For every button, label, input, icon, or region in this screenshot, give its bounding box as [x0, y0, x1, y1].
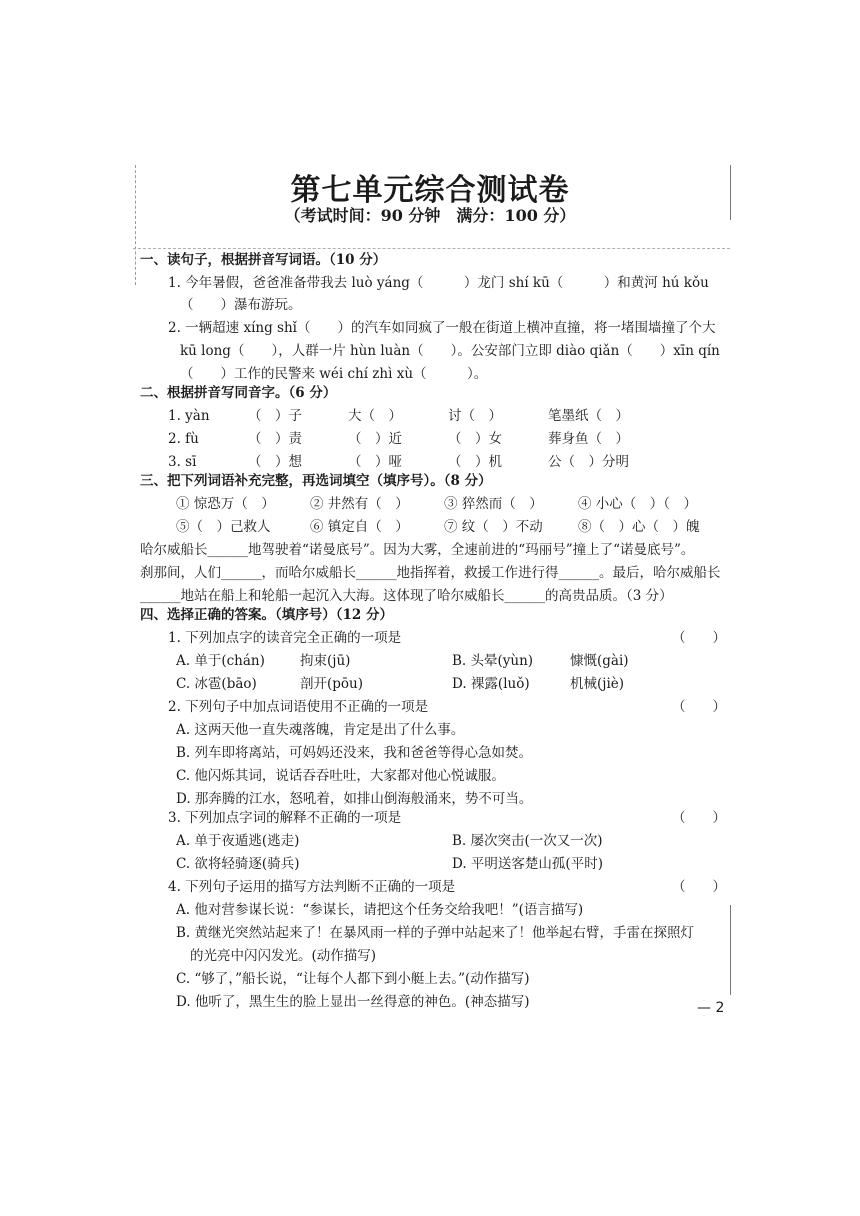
- q4-option: C. “够了，”船长说，“让每个人都下到小艇上去。”(动作描写): [176, 971, 530, 987]
- right-border-line-lower: [730, 905, 731, 995]
- q2-option: D. 那奔腾的江水，怒吼着，如排山倒海般涌来，势不可当。: [176, 791, 533, 807]
- section-1-heading: 一、读句子，根据拼音写词语。（10 分）: [140, 252, 387, 268]
- q3-answer-paren: （ ）: [672, 810, 726, 826]
- q2-answer-paren: （ ）: [672, 699, 726, 715]
- s3-word: ① 惊恐万（ ）: [176, 496, 275, 512]
- q1-answer-paren: （ ）: [672, 630, 726, 646]
- s2-row-3-label: 3. sī: [168, 454, 197, 470]
- s1-line-5: （ ）工作的民警来 wéi chí zhì xù（ ）。: [180, 366, 488, 382]
- s1-line-2: （ ）瀑布游玩。: [180, 297, 302, 313]
- q1-option: A. 单于(chán): [176, 653, 265, 669]
- section-4-heading: 四、选择正确的答案。（填序号）（12 分）: [140, 607, 393, 623]
- s2-row-3-item: （ ）哑: [348, 454, 402, 470]
- q2-option: A. 这两天他一直失魂落魄，肯定是出了什么事。: [176, 722, 465, 738]
- q1-option: C. 冰雹(bāo): [176, 676, 257, 692]
- q1-option: 拘束(jū): [300, 653, 351, 669]
- s2-row-1-item: 笔墨纸（ ）: [548, 408, 629, 424]
- section-2-heading: 二、根据拼音写同音字。（6 分）: [140, 385, 337, 401]
- s1-line-1: 1. 今年暑假，爸爸准备带我去 luò yáng（ ）龙门 shí kū（ ）和黄河 hú kǒu: [168, 275, 709, 291]
- q4-answer-paren: （ ）: [672, 879, 726, 895]
- q1-option: 剖开(pōu): [300, 676, 363, 692]
- s2-row-3-item: 公（ ）分明: [548, 454, 629, 470]
- s2-row-3-item: （ ）想: [248, 454, 302, 470]
- s3-word: ⑦ 纹（ ）不动: [444, 519, 543, 535]
- q3-stem: 3. 下列加点字词的解释不正确的一项是: [168, 810, 402, 826]
- s3-passage-line-1: 哈尔威船长______地驾驶着“诺曼底号”。因为大雾，全速前进的“玛丽号”撞上了“诺曼底号”。: [140, 542, 695, 558]
- q1-option: D. 裸露(luǒ): [452, 676, 530, 692]
- q3-option: C. 欲将轻骑逐(骑兵): [176, 856, 300, 872]
- s3-word: ⑧（ ）心（ ）魄: [578, 519, 700, 535]
- q4-option: D. 他听了，黑生生的脸上显出一丝得意的神色。(神态描写): [176, 994, 530, 1010]
- s2-row-2-item: （ ）女: [448, 431, 502, 447]
- q2-option: C. 他闪烁其词，说话吞吞吐吐，大家都对他心悦诚服。: [176, 768, 505, 784]
- q3-option: D. 平明送客楚山孤(平时): [452, 856, 603, 872]
- q4-option: B. 黄继光突然站起来了！在暴风雨一样的子弹中站起来了！他举起右臂，手雷在探照灯: [176, 925, 695, 941]
- s2-row-2-label: 2. fù: [168, 431, 199, 447]
- s1-line-4: kū long（ ），人群一片 hùn luàn（ ）。公安部门立即 diào qiǎn（ ）xīn qín: [180, 343, 720, 359]
- s2-row-3-item: （ ）机: [448, 454, 502, 470]
- s2-row-2-item: （ ）责: [248, 431, 302, 447]
- s3-word: ② 井然有（ ）: [310, 496, 409, 512]
- s2-row-1-item: 讨（ ）: [448, 408, 502, 424]
- s3-word: ⑥ 镇定自（ ）: [310, 519, 409, 535]
- q1-option: B. 头晕(yùn): [452, 653, 534, 669]
- s3-passage-line-3: ______地站在船上和轮船一起沉入大海。这体现了哈尔威船长______的高贵品质。（3 分）: [140, 588, 673, 604]
- s1-line-3: 2. 一辆超速 xíng shǐ（ ）的汽车如同疯了一般在街道上横冲直撞，将一堵围墙撞了个大: [168, 320, 716, 336]
- q2-stem: 2. 下列句子中加点词语使用不正确的一项是: [168, 699, 429, 715]
- q2-option: B. 列车即将离站，可妈妈还没来，我和爸爸等得心急如焚。: [176, 745, 533, 761]
- q4-option-cont: 的光亮中闪闪发光。(动作描写): [190, 948, 377, 964]
- q1-option: 机械(jiè): [570, 676, 625, 692]
- q1-option: 慷慨(gài): [570, 653, 629, 669]
- s3-passage-line-2: 刹那间，人们______，而哈尔威船长______地指挥着，救援工作进行得______。最后，哈尔威船长: [140, 565, 721, 581]
- page-number: — 2: [697, 1000, 725, 1016]
- exam-info: （考试时间：90 分钟 满分：100 分）: [284, 206, 576, 225]
- q4-stem: 4. 下列句子运用的描写方法判断不正确的一项是: [168, 879, 456, 895]
- section-3-heading: 三、把下列词语补充完整，再选词填空（填序号）。（8 分）: [140, 473, 492, 489]
- header-divider: [133, 248, 730, 249]
- page-title: 第七单元综合测试卷: [290, 173, 570, 208]
- s2-row-1-item: （ ）子: [248, 408, 302, 424]
- s3-word: ⑤（ ）己救人: [176, 519, 271, 535]
- s2-row-2-item: （ ）近: [348, 431, 402, 447]
- s3-word: ④ 小心（ ）（ ）: [578, 496, 698, 512]
- s3-word: ③ 猝然而（ ）: [444, 496, 543, 512]
- q4-option: A. 他对营参谋长说：“参谋长，请把这个任务交给我吧！”(语言描写): [176, 902, 584, 918]
- q3-option: A. 单于夜遁逃(逃走): [176, 833, 300, 849]
- s2-row-2-item: 葬身鱼（ ）: [548, 431, 629, 447]
- q1-stem: 1. 下列加点字的读音完全正确的一项是: [168, 630, 402, 646]
- s2-row-1-label: 1. yàn: [168, 408, 210, 424]
- s2-row-1-item: 大（ ）: [348, 408, 402, 424]
- q3-option: B. 屡次突击(一次又一次): [452, 833, 603, 849]
